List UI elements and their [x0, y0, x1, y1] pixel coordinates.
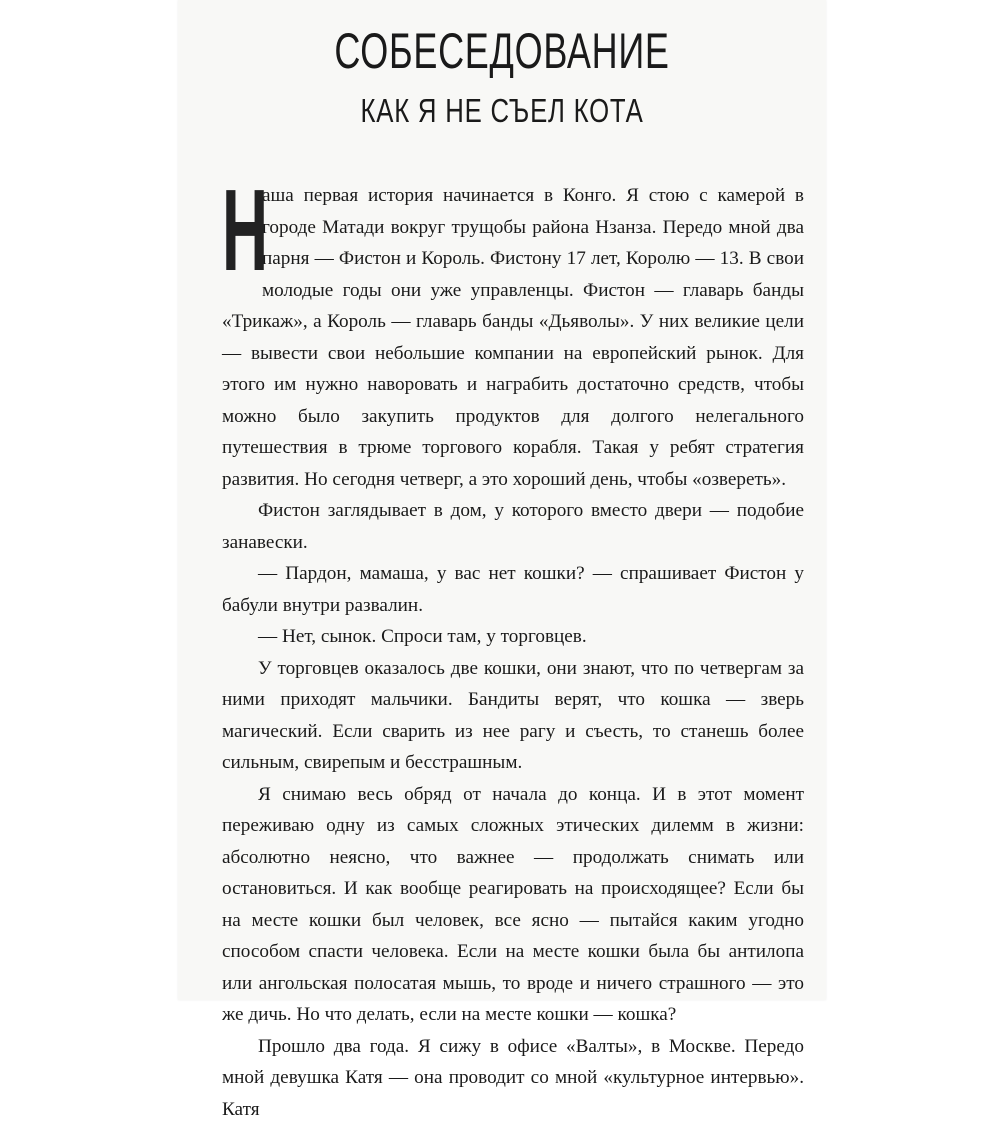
paragraph-3: — Пардон, мамаша, у вас нет кошки? — спрашивает Фистон у бабули внутри развалин. [222, 558, 804, 621]
book-page [178, 0, 826, 1000]
body-text [222, 180, 804, 1125]
paragraph-6: Я снимаю весь обряд от начала до конца. И в этот момент переживаю одну из самых сложных этических дилемм в жизни: абсолютно неясно, что важнее — продолжать снимать или остановиться. И как вообще реагировать на происходящее? Если бы на месте кошки был человек, все ясно — пытайся каким угодно способом спасти человека. Если на месте кошки была бы антилопа или ангольская полосатая мышь, то вроде и ничего страшного — это же дичь. Но что делать, если на месте кошки — кошка? [222, 779, 804, 1031]
paragraph-1-text: аша первая история начинается в Конго. Я стою с камерой в городе Матади вокруг трущобы района Нзанза. Передо мной два парня — Фистон и Король. Фистону 17 лет, Королю — 13. В свои молодые годы они уже управленцы. Фистон — главарь банды «Трикаж», а Король — главарь банды «Дьяволы». У них великие цели — вывести свои небольшие компании на европейский рынок. Для этого им нужно наворовать и награбить достаточно средств, чтобы можно было закупить продуктов для долгого нелегального путешествия в трюме торгового корабля. Такая у ребят стратегия развития. Но сегодня четверг, а это хороший день, чтобы «озвереть». [222, 185, 804, 490]
chapter-title: СОБЕСЕДОВАНИЕ [269, 22, 736, 80]
drop-cap: Н [222, 184, 241, 276]
paragraph-5: У торговцев оказалось две кошки, они знают, что по четвергам за ними приходят мальчики. Бандиты верят, что кошка — зверь магический. Если сварить из нее рагу и съесть, то станешь более сильным, свирепым и бесстрашным. [222, 653, 804, 779]
paragraph-7: Прошло два года. Я сижу в офисе «Валты», в Москве. Передо мной девушка Катя — она проводит со мной «культурное интервью». Катя [222, 1031, 804, 1125]
paragraph-2: Фистон заглядывает в дом, у которого вместо двери — подобие занавески. [222, 495, 804, 558]
chapter-subtitle: КАК Я НЕ СЪЕЛ КОТА [249, 92, 754, 130]
paragraph-4: — Нет, сынок. Спроси там, у торговцев. [222, 621, 804, 653]
paragraph-1 [222, 180, 804, 495]
